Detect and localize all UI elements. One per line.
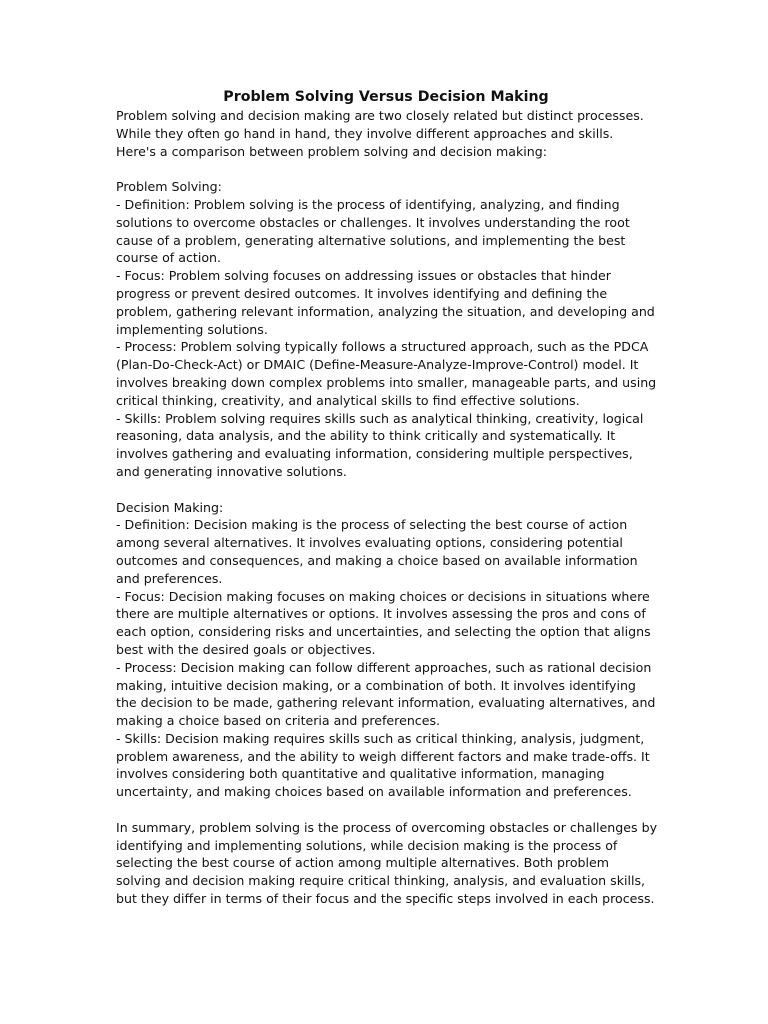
body-line: reasoning, data analysis, and the ability to think critically and systematically. It xyxy=(116,428,616,444)
body-line: problem, gathering relevant information, analyzing the situation, and developing and xyxy=(116,303,655,319)
intro-line: Here's a comparison between problem solving and decision making: xyxy=(116,143,548,159)
document-page xyxy=(116,88,656,908)
section-problem-solving xyxy=(116,178,656,481)
body-line: outcomes and consequences, and making a choice based on available information xyxy=(116,552,638,568)
body-line: making a choice based on criteria and preferences. xyxy=(116,713,441,729)
section-decision-making xyxy=(116,499,656,802)
summary-paragraph xyxy=(116,819,656,908)
body-line: and generating innovative solutions. xyxy=(116,463,347,479)
body-line: there are multiple alternatives or options. It involves assessing the pros and cons of xyxy=(116,606,646,622)
paragraph-gap xyxy=(116,481,656,499)
body-line: - Skills: Problem solving requires skills such as analytical thinking, creativity, logical xyxy=(116,410,644,426)
intro-line: While they often go hand in hand, they involve different approaches and skills. xyxy=(116,125,614,141)
body-line: the decision to be made, gathering relevant information, evaluating alternatives, and xyxy=(116,695,656,711)
body-line: course of action. xyxy=(116,250,222,266)
summary-line: identifying and implementing solutions, while decision making is the process of xyxy=(116,837,618,853)
document-title: Problem Solving Versus Decision Making xyxy=(223,89,549,105)
body-line: critical thinking, creativity, and analytical skills to find effective solutions. xyxy=(116,392,580,408)
body-line: (Plan-Do-Check-Act) or DMAIC (Define-Measure-Analyze-Improve-Control) model. It xyxy=(116,357,639,373)
body-line: - Process: Decision making can follow different approaches, such as rational decision xyxy=(116,659,652,675)
body-line: uncertainty, and making choices based on available information and preferences. xyxy=(116,784,632,800)
body-line: among several alternatives. It involves evaluating options, considering potential xyxy=(116,535,623,551)
body-line: involves considering both quantitative and qualitative information, managing xyxy=(116,766,605,782)
summary-line: selecting the best course of action among multiple alternatives. Both problem xyxy=(116,855,610,871)
body-line: solutions to overcome obstacles or challenges. It involves understanding the root xyxy=(116,214,630,230)
summary-line: In summary, problem solving is the process of overcoming obstacles or challenges by xyxy=(116,819,658,835)
body-line: - Process: Problem solving typically follows a structured approach, such as the PDCA xyxy=(116,339,649,355)
body-line: problem awareness, and the ability to weigh different factors and make trade-offs. It xyxy=(116,748,650,764)
body-line: and preferences. xyxy=(116,570,223,586)
body-line: - Focus: Problem solving focuses on addressing issues or obstacles that hinder xyxy=(116,268,611,284)
summary-line: solving and decision making require critical thinking, analysis, and evaluation skills, xyxy=(116,873,646,889)
body-line: best with the desired goals or objectives. xyxy=(116,641,376,657)
paragraph-gap xyxy=(116,801,656,819)
body-line: making, intuitive decision making, or a combination of both. It involves identifying xyxy=(116,677,636,693)
body-line: - Definition: Decision making is the process of selecting the best course of action xyxy=(116,517,628,533)
body-line: - Focus: Decision making focuses on making choices or decisions in situations where xyxy=(116,588,650,604)
body-line: cause of a problem, generating alternative solutions, and implementing the best xyxy=(116,232,626,248)
body-line: - Definition: Problem solving is the process of identifying, analyzing, and finding xyxy=(116,196,620,212)
section-heading: Problem Solving: xyxy=(116,179,222,195)
body-line: each option, considering risks and uncertainties, and selecting the option that aligns xyxy=(116,624,651,640)
paragraph-gap xyxy=(116,160,656,178)
intro-line: Problem solving and decision making are two closely related but distinct processes. xyxy=(116,108,644,123)
section-heading: Decision Making: xyxy=(116,499,224,515)
intro-paragraph xyxy=(116,107,656,160)
body-line: involves breaking down complex problems into smaller, manageable parts, and using xyxy=(116,374,657,390)
summary-line: but they differ in terms of their focus and the specific steps involved in each process. xyxy=(116,891,655,907)
body-line: - Skills: Decision making requires skills such as critical thinking, analysis, judgment, xyxy=(116,730,645,746)
body-line: involves gathering and evaluating information, considering multiple perspectives, xyxy=(116,446,633,462)
body-line: implementing solutions. xyxy=(116,321,268,337)
body-line: progress or prevent desired outcomes. It involves identifying and defining the xyxy=(116,285,608,301)
